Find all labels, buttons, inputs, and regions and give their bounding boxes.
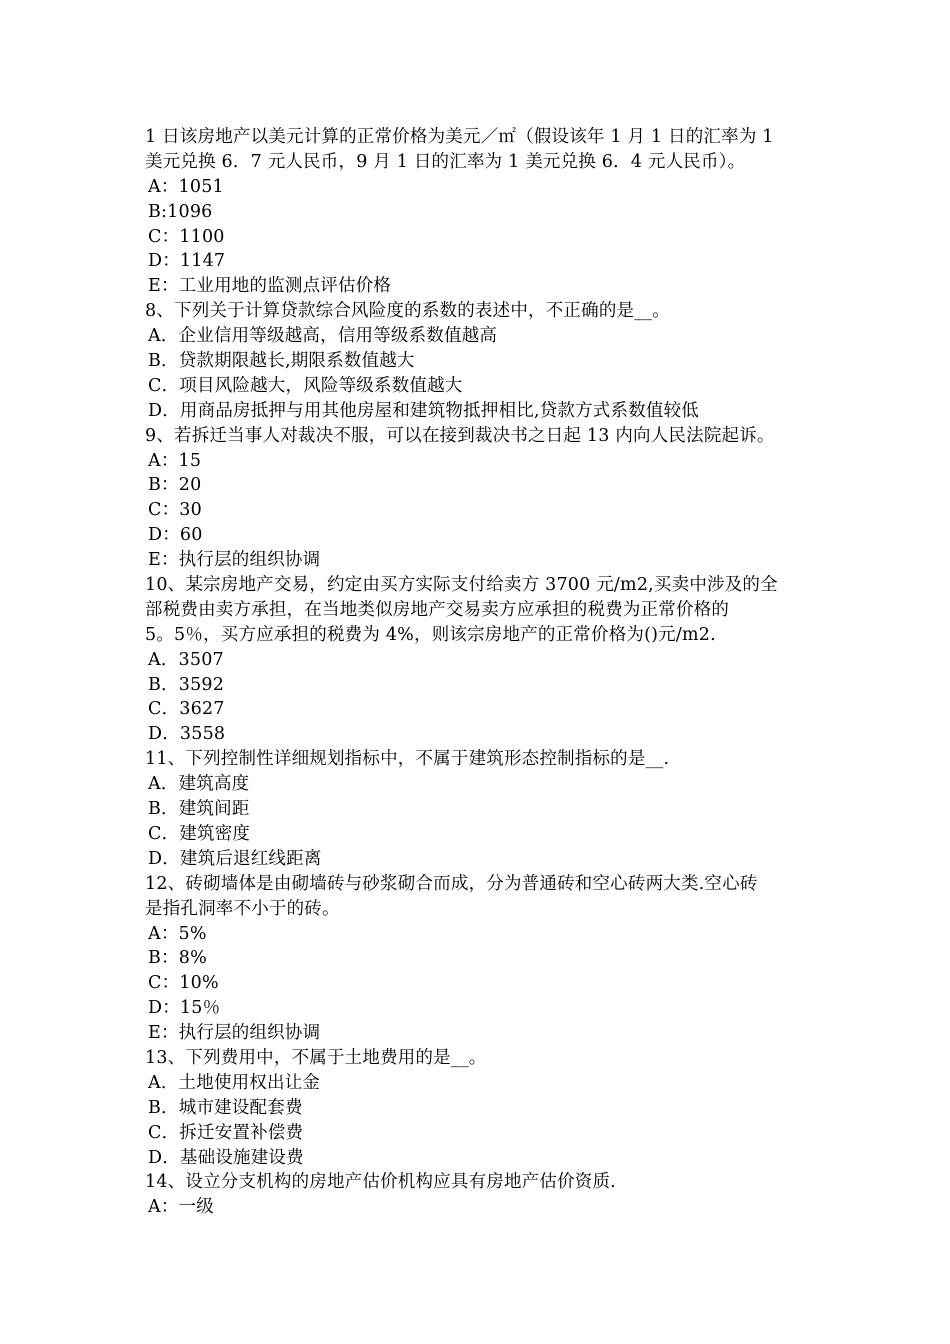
question-text-line: 8、下列关于计算贷款综合风险度的系数的表述中，不正确的是__。 <box>145 301 670 322</box>
answer-option: B：8% <box>148 948 207 969</box>
document-body <box>145 125 815 1220</box>
question-text-line: 部税费由卖方承担，在当地类似房地产交易卖方应承担的税费为正常价格的 <box>145 599 730 620</box>
answer-option: D．基础设施建设费 <box>148 1147 304 1168</box>
answer-option: B．城市建设配套费 <box>148 1097 303 1118</box>
question-text-line: 美元兑换 6．7 元人民币，9 月 1 日的汇率为 1 美元兑换 6．4 元人民币）。 <box>145 151 746 172</box>
answer-option: A：1051 <box>148 176 224 197</box>
answer-option: A．建筑高度 <box>148 774 250 795</box>
answer-option: D．建筑后退红线距离 <box>148 848 322 869</box>
question-text-line: 是指孔洞率不小于的砖。 <box>145 898 340 919</box>
answer-option: C．项目风险越大，风险等级系数值越大 <box>148 375 463 396</box>
answer-option: E：工业用地的监测点评估价格 <box>148 276 392 297</box>
answer-option: B．3592 <box>148 674 225 695</box>
answer-option: C．拆迁安置补偿费 <box>148 1122 304 1143</box>
answer-option: A：一级 <box>148 1197 214 1218</box>
answer-option: D．3558 <box>148 724 226 745</box>
answer-option: E：执行层的组织协调 <box>148 550 321 571</box>
answer-option: A．企业信用等级越高，信用等级系数值越高 <box>148 326 498 347</box>
answer-option: A：15 <box>148 450 202 471</box>
answer-option: B．建筑间距 <box>148 799 250 820</box>
answer-option: B．贷款期限越长,期限系数值越大 <box>148 351 415 372</box>
answer-option: C：30 <box>148 500 202 521</box>
answer-option: B:1096 <box>148 201 213 222</box>
answer-option: B：20 <box>148 475 202 496</box>
question-text-line: 9、若拆迁当事人对裁决不服，可以在接到裁决书之日起 13 内向人民法院起诉。 <box>145 425 775 446</box>
answer-option: A．3507 <box>148 649 224 670</box>
answer-option: D：1147 <box>148 251 226 272</box>
question-text-line: 10、某宗房地产交易，约定由买方实际支付给卖方 3700 元/m2,买卖中涉及的全 <box>145 575 778 596</box>
question-text-line: 5。5％，买方应承担的税费为 4%，则该宗房地产的正常价格为()元/m2. <box>145 624 716 645</box>
question-text-line: 13、下列费用中，不属于土地费用的是__。 <box>145 1047 487 1068</box>
question-text-line: 14、设立分支机构的房地产估价机构应具有房地产估价资质. <box>145 1172 616 1193</box>
answer-option: E：执行层的组织协调 <box>148 1023 321 1044</box>
question-text-line: 12、砖砌墙体是由砌墙砖与砂浆砌合而成，分为普通砖和空心砖两大类.空心砖 <box>145 873 758 894</box>
answer-option: A：5% <box>148 923 207 944</box>
answer-option: A．土地使用权出让金 <box>148 1072 321 1093</box>
answer-option: D：60 <box>148 525 203 546</box>
question-text-line: 11、下列控制性详细规划指标中，不属于建筑形态控制指标的是__. <box>145 749 670 770</box>
answer-option: C．建筑密度 <box>148 823 251 844</box>
answer-option: C：10% <box>148 973 219 994</box>
answer-option: C．3627 <box>148 699 225 720</box>
answer-option: D：15％ <box>148 998 221 1019</box>
answer-option: C：1100 <box>148 226 225 247</box>
answer-option: D．用商品房抵押与用其他房屋和建筑物抵押相比,贷款方式系数值较低 <box>148 400 699 421</box>
question-text-line: 1 日该房地产以美元计算的正常价格为美元／㎡（假设该年 1 月 1 日的汇率为 1 <box>145 127 774 147</box>
